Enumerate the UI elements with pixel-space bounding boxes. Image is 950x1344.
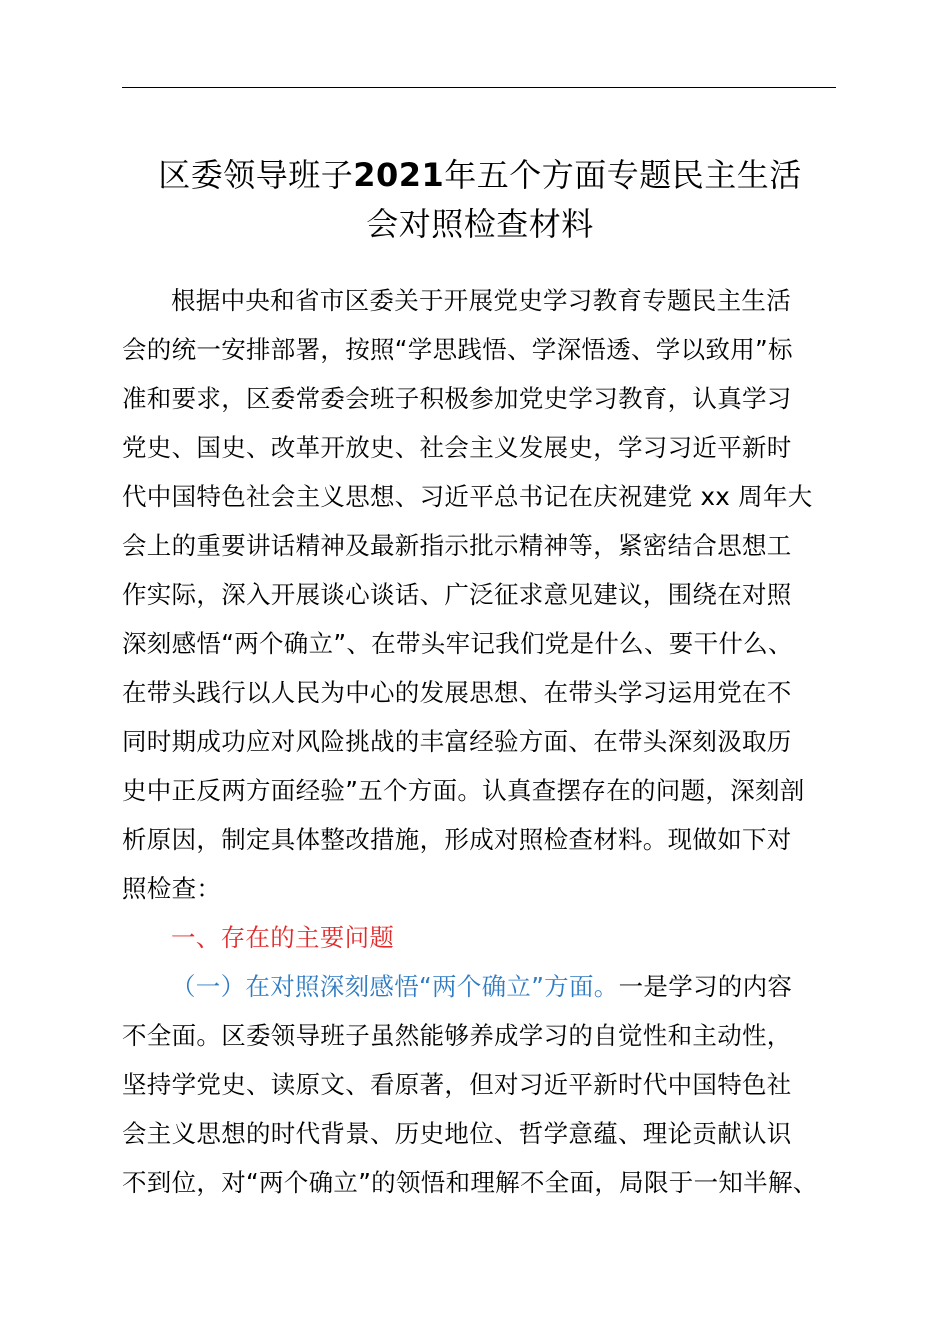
- top-horizontal-rule: [122, 87, 836, 88]
- document-title-line-2: 会对照检查材料: [366, 205, 594, 243]
- title-year: 2021: [353, 156, 445, 194]
- subsection-heading: （一）在对照深刻感悟“两个确立”方面。: [171, 972, 619, 1001]
- intro-paragraph-line: 准和要求，区委常委会班子积极参加党史学习教育，认真学习: [122, 384, 792, 413]
- subsection-first-line: [171, 971, 792, 1003]
- document-title-line-1: [110, 155, 850, 195]
- intro-paragraph-line: 深刻感悟“两个确立”、在带头牢记我们党是什么、要干什么、: [122, 629, 793, 658]
- intro-paragraph-line: 史中正反两方面经验”五个方面。认真查摆存在的问题，深刻剖: [122, 776, 805, 805]
- intro-paragraph-line: 析原因，制定具体整改措施，形成对照检查材料。现做如下对: [122, 825, 792, 854]
- body-paragraph-line: 坚持学党史、读原文、看原著，但对习近平新时代中国特色社: [122, 1070, 792, 1099]
- title-suffix: 年五个方面专题民主生活: [444, 156, 802, 194]
- intro-paragraph-line: 会的统一安排部署，按照“学思践悟、学深悟透、学以致用”标: [122, 335, 793, 364]
- body-paragraph-line: 不全面。区委领导班子虽然能够养成学习的自觉性和主动性，: [122, 1021, 792, 1050]
- intro-paragraph-line: 会上的重要讲话精神及最新指示批示精神等，紧密结合思想工: [122, 531, 792, 560]
- intro-paragraph-line: 同时期成功应对风险挑战的丰富经验方面、在带头深刻汲取历: [122, 727, 792, 756]
- intro-paragraph-line: 党史、国史、改革开放史、社会主义发展史，学习习近平新时: [122, 433, 792, 462]
- body-paragraph-line: 会主义思想的时代背景、历史地位、哲学意蕴、理论贡献认识: [122, 1119, 792, 1148]
- intro-paragraph-line: 代中国特色社会主义思想、习近平总书记在庆祝建党 xx 周年大: [122, 482, 813, 511]
- section-heading: 一、存在的主要问题: [171, 923, 395, 952]
- intro-paragraph-line: 根据中央和省市区委关于开展党史学习教育专题民主生活: [171, 286, 791, 315]
- subsection-first-line-text: 一是学习的内容: [618, 972, 793, 1001]
- intro-paragraph-line: 作实际，深入开展谈心谈话、广泛征求意见建议，围绕在对照: [122, 580, 792, 609]
- intro-paragraph-line: 在带头践行以人民为中心的发展思想、在带头学习运用党在不: [122, 678, 792, 707]
- title-prefix: 区委领导班子: [158, 156, 354, 194]
- intro-paragraph-line: 照检查：: [122, 874, 222, 903]
- body-paragraph-line: 不到位，对“两个确立”的领悟和理解不全面，局限于一知半解、: [122, 1168, 818, 1197]
